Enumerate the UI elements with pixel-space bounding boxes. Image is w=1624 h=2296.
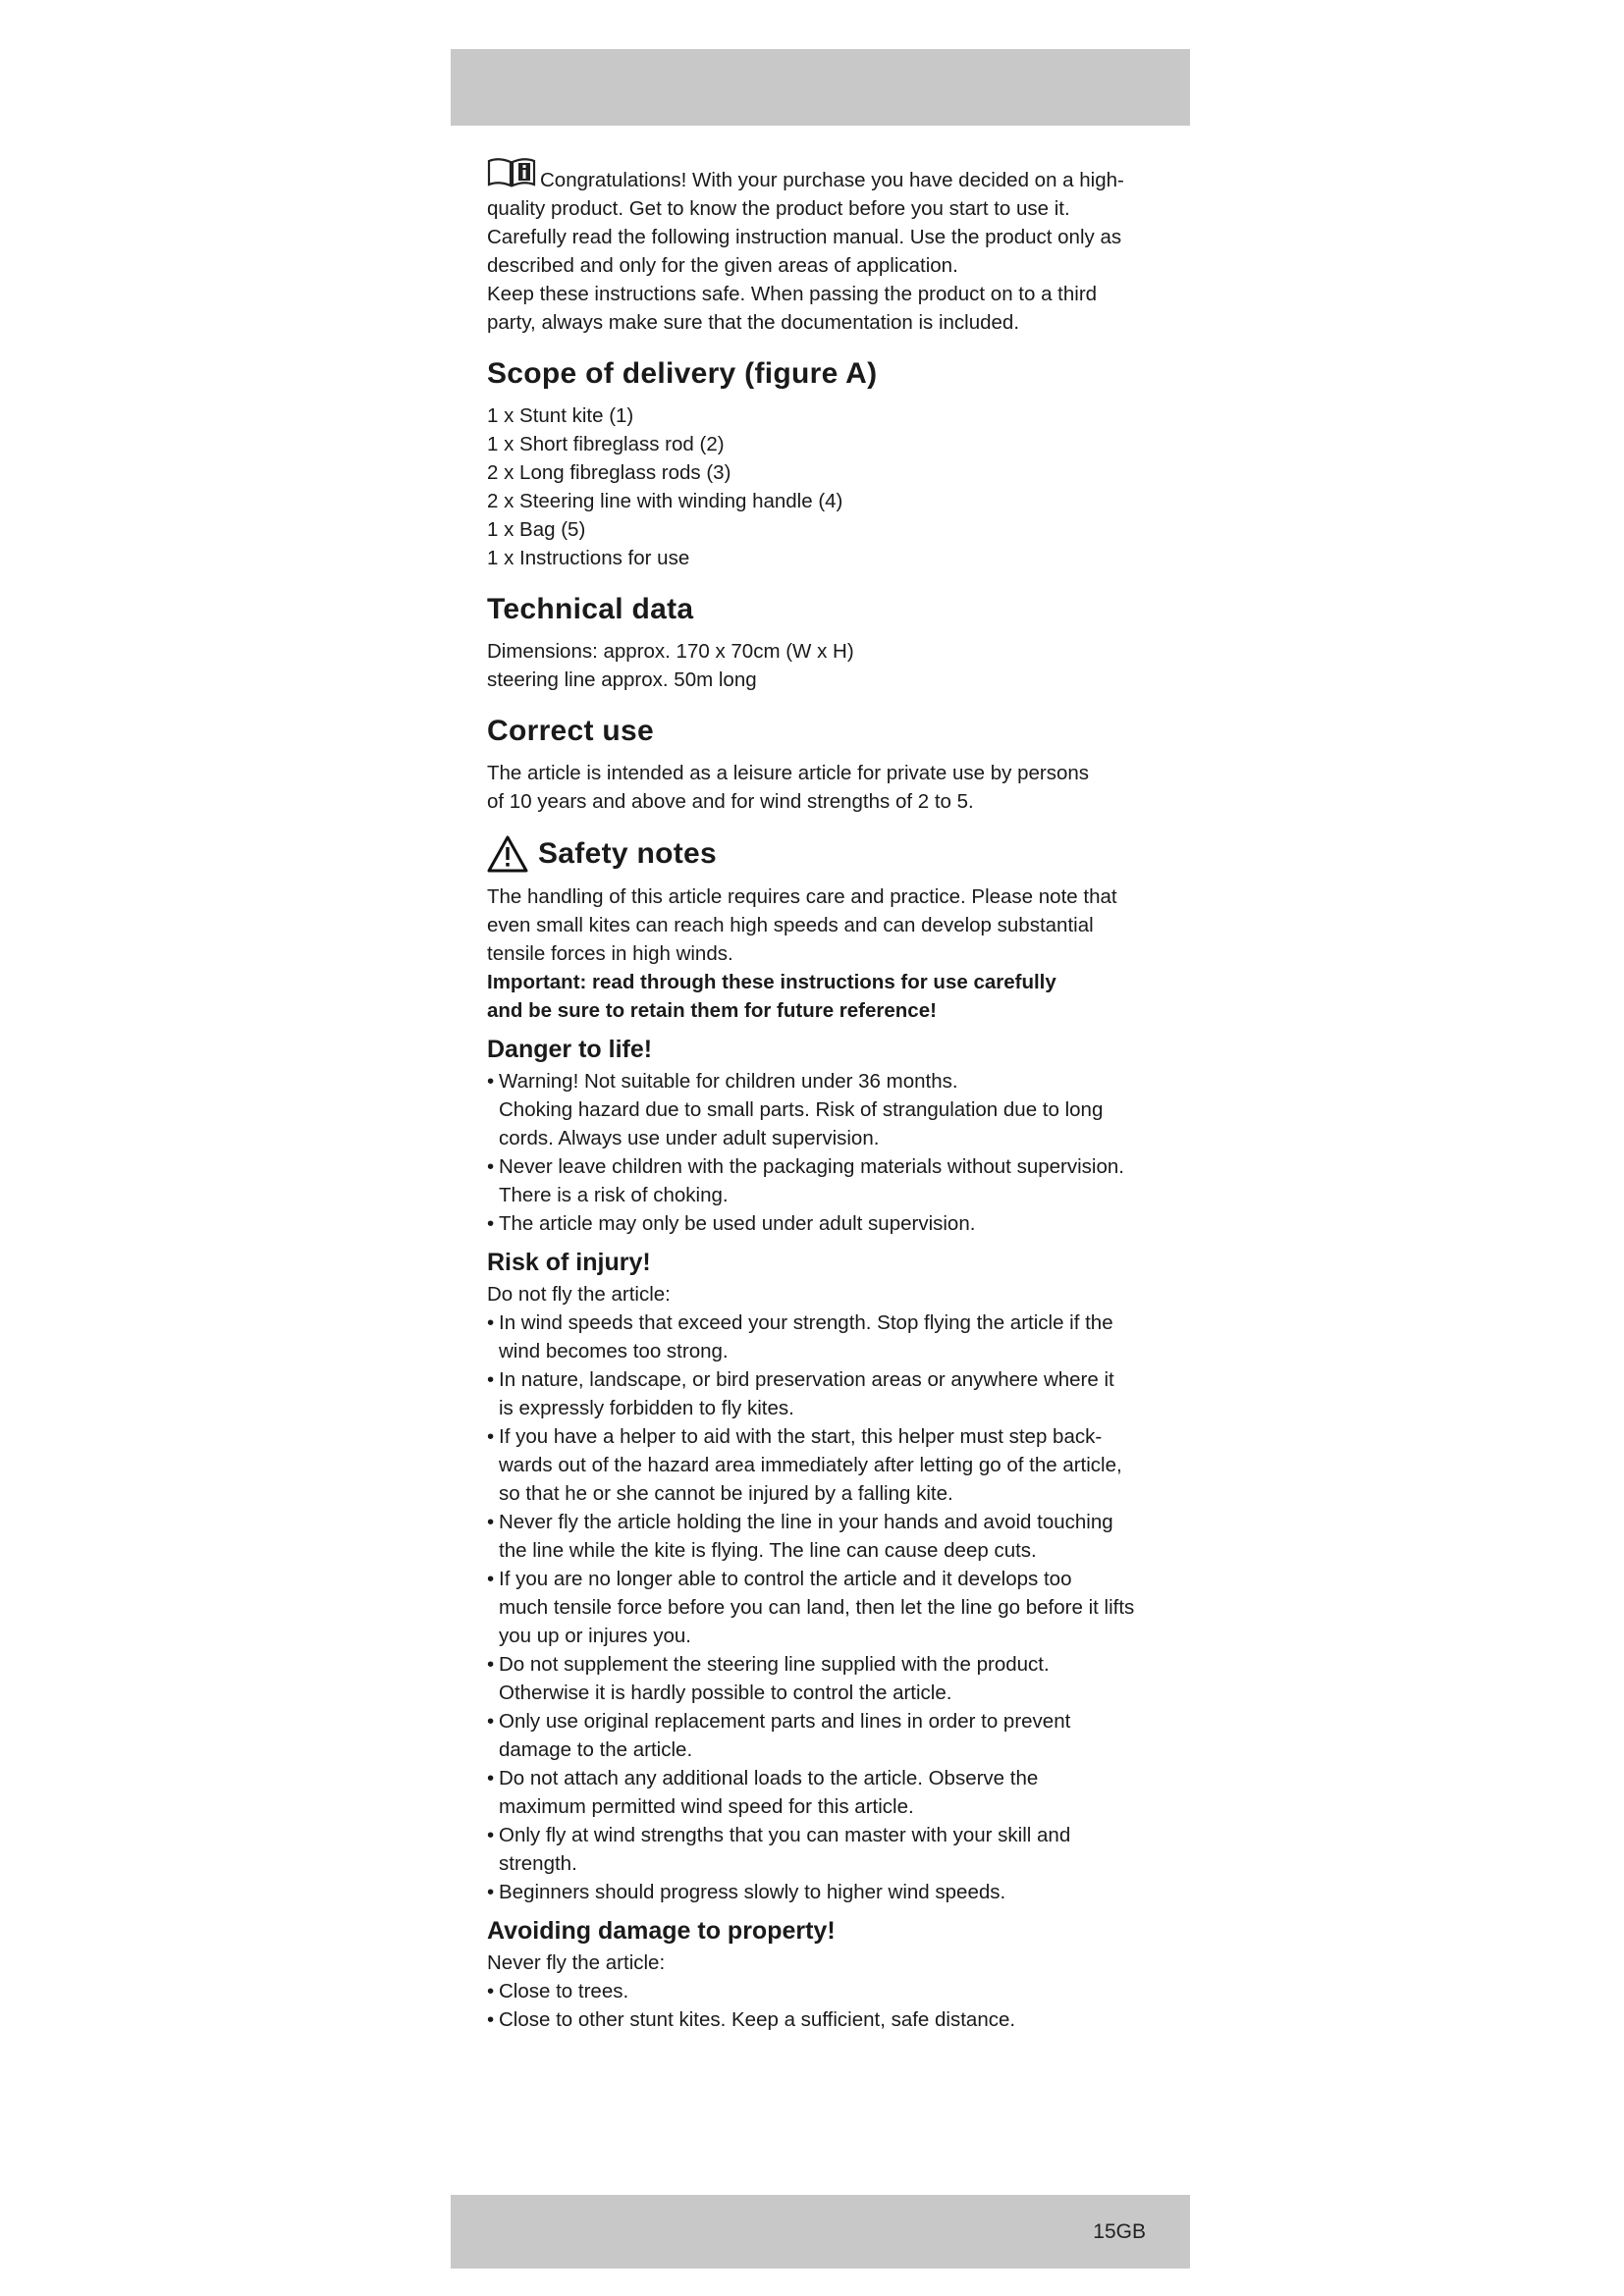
list-item: 2 x Long fibreglass rods (3) [487,461,731,484]
property-heading: Avoiding damage to property! [487,1917,836,1945]
correct-use-heading: Correct use [487,715,655,747]
list-item: 1 x Bag (5) [487,518,586,541]
technical-heading: Technical data [487,593,694,625]
page-number: 15GB [1093,2220,1146,2243]
intro-line: Carefully read the following instruction manual. Use the product only as [487,226,1122,248]
correct-use-line: of 10 years and above and for wind strengths of 2 to 5. [487,790,974,813]
safety-line: tensile forces in high winds. [487,942,733,965]
bullet-item: • Never leave children with the packaging materials without supervision. There is a risk of choking. [487,1152,1164,1209]
bullet-item: • Do not supplement the steering line supplied with the product. Otherwise it is hardly possible to control the article. [487,1650,1164,1707]
bullet-item: • Only use original replacement parts and lines in order to prevent damage to the article. [487,1707,1164,1764]
scope-heading: Scope of delivery (figure A) [487,357,878,390]
bullet-item: • Never fly the article holding the line in your hands and avoid touching the line while the kite is flying. The line can cause deep cuts. [487,1508,1164,1565]
property-bullets [487,1977,1164,2034]
open-book-info-icon [487,155,536,190]
manual-content [487,155,1164,2034]
injury-heading: Risk of injury! [487,1249,651,1276]
bullet-item: • Close to trees. [487,1977,1164,2005]
list-item: 1 x Stunt kite (1) [487,404,634,427]
injury-lead: Do not fly the article: [487,1283,671,1306]
list-item: 1 x Instructions for use [487,547,690,569]
bullet-item: • Close to other stunt kites. Keep a sufficient, safe distance. [487,2005,1164,2034]
footer-bar [451,2195,1190,2269]
property-lead: Never fly the article: [487,1951,666,1974]
intro-line: quality product. Get to know the product before you start to use it. [487,197,1070,220]
important-line: Important: read through these instructions for use carefully [487,971,1056,993]
bullet-item: • The article may only be used under adult supervision. [487,1209,1164,1238]
safety-heading-text: Safety notes [538,837,717,870]
intro-line: party, always make sure that the documentation is included. [487,311,1020,334]
scope-list [487,401,1164,572]
bullet-item: • Beginners should progress slowly to higher wind speeds. [487,1878,1164,1906]
bullet-item: • If you are no longer able to control the article and it develops too much tensile force before you can land, then let the line go before it lifts you up or injures you. [487,1565,1164,1650]
injury-bullets [487,1308,1164,1906]
bullet-item: • Only fly at wind strengths that you can master with your skill and strength. [487,1821,1164,1878]
important-line: and be sure to retain them for future reference! [487,999,937,1022]
safety-heading [487,835,1164,873]
intro-section [487,155,1164,337]
bullet-item: • Warning! Not suitable for children under 36 months. Choking hazard due to small parts. Risk of strangulation due to long cords. Always use under adult supervision. [487,1067,1164,1152]
intro-text: Congratulations! With your purchase you have decided on a high- [540,169,1124,191]
list-item: 1 x Short fibreglass rod (2) [487,433,725,455]
safety-line: The handling of this article requires care and practice. Please note that [487,885,1117,908]
bullet-item: • In wind speeds that exceed your strength. Stop flying the article if the wind becomes too strong. [487,1308,1164,1365]
warning-triangle-icon [487,835,528,873]
correct-use-line: The article is intended as a leisure article for private use by persons [487,762,1090,784]
technical-line: Dimensions: approx. 170 x 70cm (W x H) [487,640,854,663]
intro-line [487,155,1164,194]
list-item: 2 x Steering line with winding handle (4) [487,490,843,512]
danger-bullets [487,1067,1164,1238]
technical-line: steering line approx. 50m long [487,668,757,691]
intro-line: Keep these instructions safe. When passing the product on to a third [487,283,1098,305]
safety-line: even small kites can reach high speeds and can develop substantial [487,914,1094,936]
intro-line: described and only for the given areas of application. [487,254,958,277]
bullet-item: • Do not attach any additional loads to the article. Observe the maximum permitted wind speed for this article. [487,1764,1164,1821]
danger-heading: Danger to life! [487,1036,653,1063]
bullet-item: • If you have a helper to aid with the start, this helper must step back- wards out of the hazard area immediately after letting go of the article, so that he or she cannot be injured by a falling kite. [487,1422,1164,1508]
bullet-item: • In nature, landscape, or bird preservation areas or anywhere where it is expressly forbidden to fly kites. [487,1365,1164,1422]
header-bar [451,49,1190,126]
